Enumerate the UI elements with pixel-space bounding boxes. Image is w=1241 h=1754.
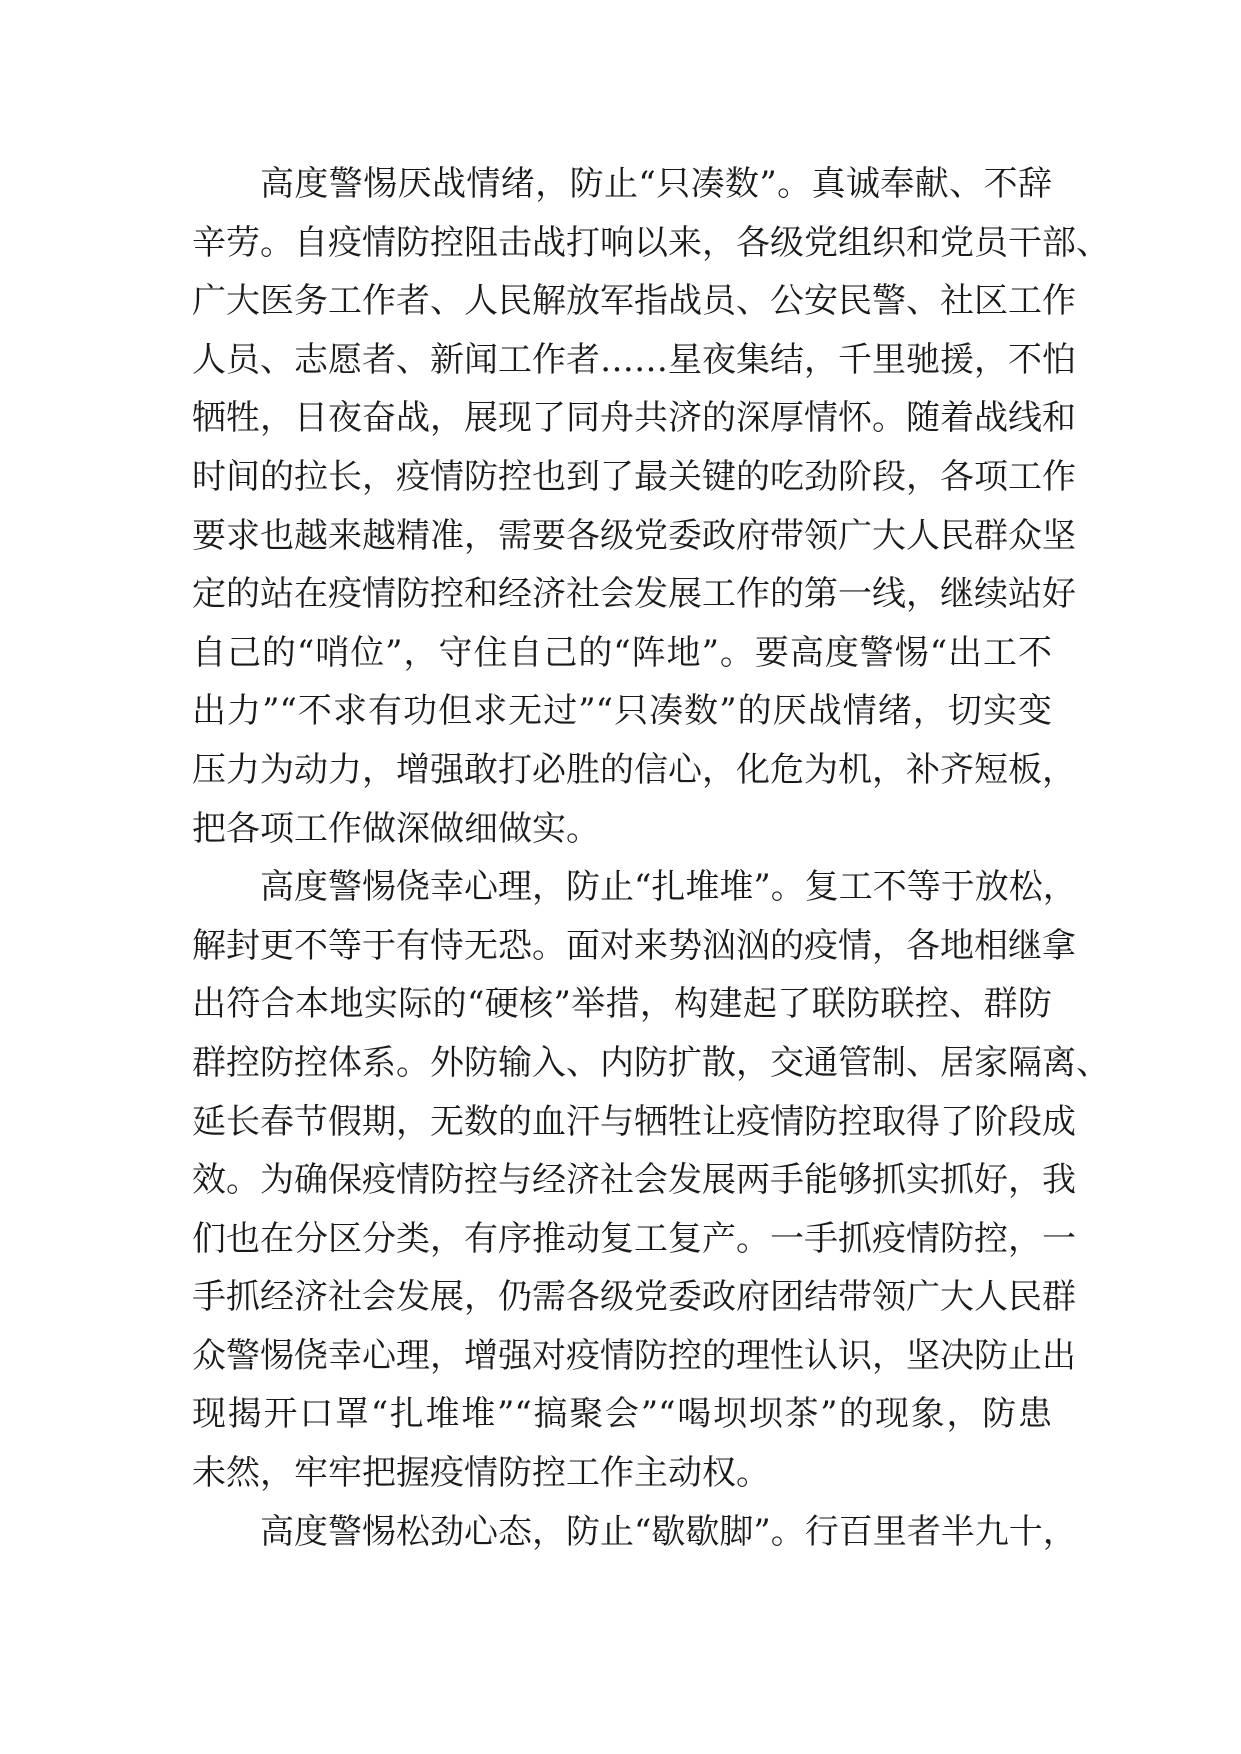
paragraph-3 — [192, 1503, 1077, 1562]
text-line: 效。为确保疫情防控与经济社会发展两手能够抓实抓好，我 — [192, 1160, 1076, 1201]
text-line: 现揭开口罩“扎堆堆”“搞聚会”“喝坝坝茶”的现象，防患 — [192, 1394, 1052, 1435]
text-line: 解封更不等于有恃无恐。面对来势汹汹的疫情，各地相继拿 — [192, 925, 1076, 966]
text-line: 时间的拉长，疫情防控也到了最关键的吃劲阶段，各项工作 — [192, 456, 1076, 497]
text-line: 压力为动力，增强敢打必胜的信心，化危为机，补齐短板， — [192, 749, 1076, 790]
text-line: 广大医务工作者、人民解放军指战员、公安民警、社区工作 — [192, 281, 1076, 322]
text-line: 定的站在疫情防控和经济社会发展工作的第一线，继续站好 — [192, 574, 1076, 615]
text-line: 高度警惕侥幸心理，防止“扎堆堆”。复工不等于放松， — [260, 867, 1077, 908]
text-line: 牺牲，日夜奋战，展现了同舟共济的深厚情怀。随着战线和 — [192, 398, 1076, 439]
text-line: 众警惕侥幸心理，增强对疫情防控的理性认识，坚决防止出 — [192, 1335, 1076, 1376]
text-line: 延长春节假期，无数的血汗与牺牲让疫情防控取得了阶段成 — [192, 1101, 1076, 1142]
document-body — [192, 155, 1110, 1561]
text-line: 人员、志愿者、新闻工作者……星夜集结，千里驰援，不怕 — [192, 339, 1076, 380]
text-line: 把各项工作做深做细做实。 — [192, 808, 600, 849]
text-line: 手抓经济社会发展，仍需各级党委政府团结带领广大人民群 — [192, 1277, 1076, 1318]
text-line: 未然，牢牢把握疫情防控工作主动权。 — [192, 1453, 770, 1494]
text-line: 高度警惕松劲心态，防止“歇歇脚”。行百里者半九十， — [260, 1511, 1077, 1552]
text-line: 自己的“哨位”，守住自己的“阵地”。要高度警惕“出工不 — [192, 632, 1052, 673]
paragraph-2 — [192, 858, 1110, 1503]
text-line: 辛劳。自疫情防控阻击战打响以来，各级党组织和党员干部、 — [192, 222, 1110, 263]
text-line: 高度警惕厌战情绪，防止“只凑数”。真诚奉献、不辞 — [260, 164, 1052, 204]
text-line: 出符合本地实际的“硬核”举措，构建起了联防联控、群防 — [192, 984, 1052, 1025]
paragraph-1 — [192, 155, 1110, 858]
text-line: 要求也越来越精准，需要各级党委政府带领广大人民群众坚 — [192, 515, 1076, 556]
text-line: 群控防控体系。外防输入、内防扩散，交通管制、居家隔离、 — [192, 1042, 1110, 1083]
text-line: 出力”“不求有功但求无过”“只凑数”的厌战情绪，切实变 — [192, 691, 1052, 732]
text-line: 们也在分区分类，有序推动复工复产。一手抓疫情防控，一 — [192, 1218, 1076, 1259]
